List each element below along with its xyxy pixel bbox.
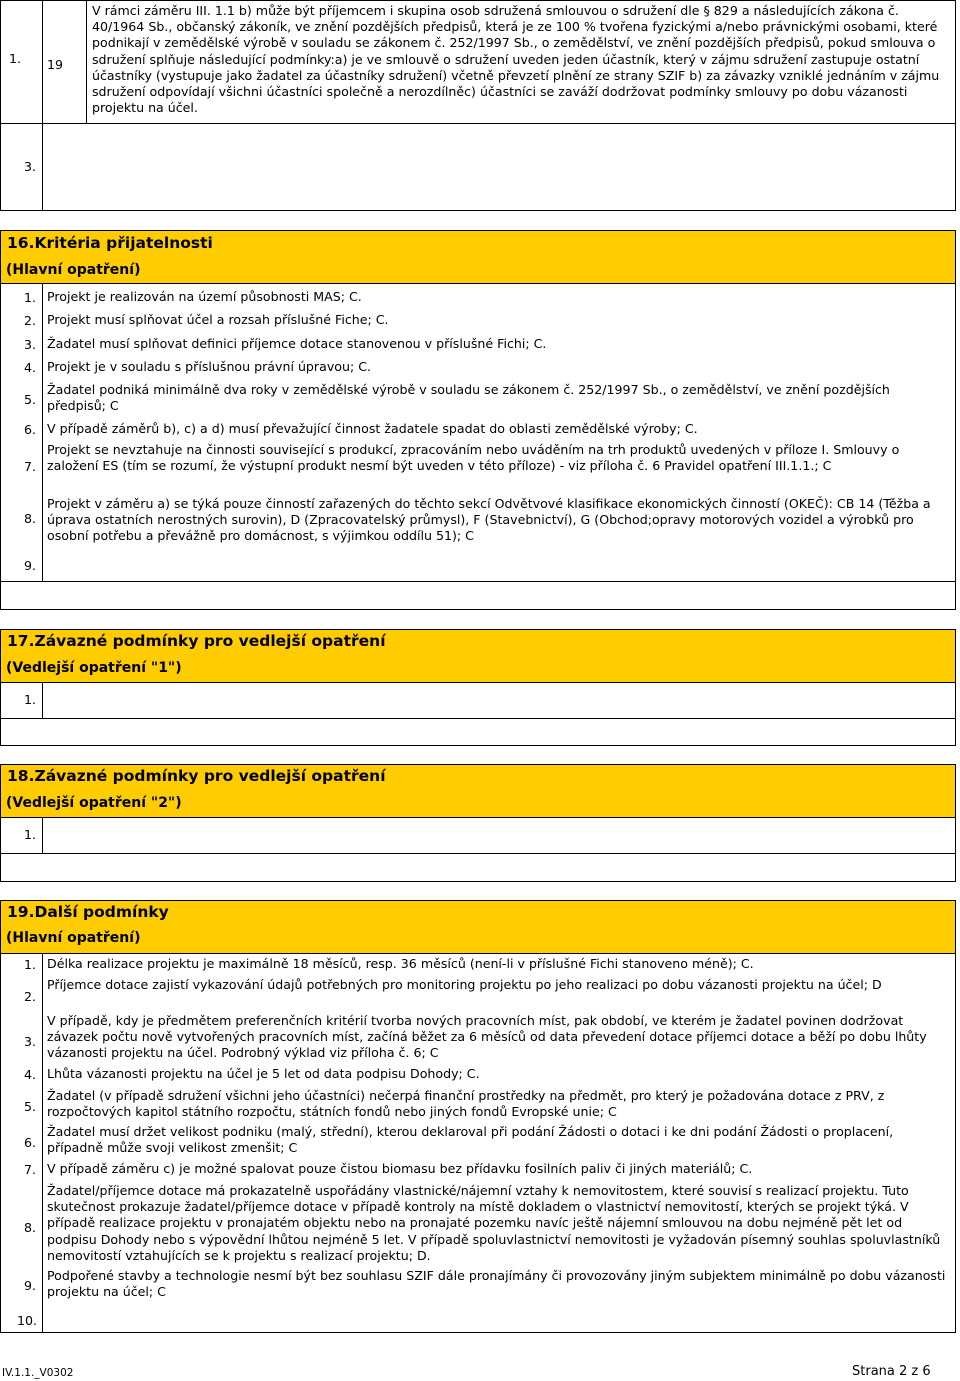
list-item-text: Žadatel musí splňovat definici příjemce dotace stanovenou v příslušné Fichi; C.: [47, 336, 547, 351]
list-item-number: 8.: [24, 1220, 37, 1235]
section-subtitle: (Hlavní opatření): [6, 262, 141, 278]
section-subtitle: (Vedlejší opatření "1"): [6, 660, 182, 676]
list-item-text: V případě, kdy je předmětem preferenčních kritérií tvorba nových pracovních míst, pak období, ve kterém je žadatel povinen dodržovat závazek počtu nově vytvořených pracovních míst, začíná běžet za 6 měsíců od data převedení dotace příjemci dotace a běží po dobu lhůty vázanosti projektu na účel. Podrobný výklad viz příloha č. 6; C: [47, 1013, 927, 1061]
list-item-number: 6.: [24, 422, 37, 437]
rule: [0, 210, 956, 211]
row-text: V rámci záměru III. 1.1 b) může být příjemcem i skupina osob sdružená smlouvou o sdružení dle § 829 a následujících zákona č. 40/1964 Sb., občanský zákoník, ve znění pozdějších předpisů, která je ze 100 % tvořena fyzickými a/nebo právnickými osobami, které podnikají v zemědělské výrobě v souladu se zákonem č. 252/1997 Sb., o zemědělství, ve znění pozdějších předpisů, pokud smlouva o sdružení splňuje následující podmínky:a) je ve smlouvě o sdružení uveden jeden účastník, který v zájmu sdružení zastupuje ostatní účastníky (vystupuje jako žadatel za účastníky sdružení) včetně převzetí plnění ze strany SZIF b) za závazky vzniklé jednáním v zájmu sdružení odpovídají všichni účastníci společně a nerozdílněc) účastníci se zaváží dodržovat podmínky smlouvy po dobu vázanosti projektu na účel.: [92, 3, 940, 116]
rule: [955, 764, 956, 882]
list-item-text: Projekt v záměru a) se týká pouze činností zařazených do těchto sekcí Odvětvové klasifikace ekonomických činností (OKEČ): CB 14 (Těžba a úprava ostatních nerostných surovin), D (Zpracovatelský průmysl), F (Stavebnictví), G (Obchod;opravy motorových vozidel a výrobků pro osobní potřebu a převážně pro domácnost, s výjimkou oddílu 51); C: [47, 496, 931, 544]
rule: [955, 900, 956, 1333]
rule: [42, 682, 43, 718]
list-item-number: 1.: [24, 290, 37, 305]
list-item-text: Projekt je realizován na území působnosti MAS; C.: [47, 289, 362, 304]
list-item-text: Projekt se nevztahuje na činnosti související s produkcí, zpracováním nebo uváděním na trh produktů uvedených v příloze I. Smlouvy o založení ES (tím se rozumí, že výstupní produkt nesmí být uveden v této příloze) - viz příloha č. 6 Pravidel opatření III.1.1.; C: [47, 442, 900, 474]
list-item-number: 8.: [24, 511, 37, 526]
rule: [0, 609, 956, 610]
rule: [0, 0, 1, 210]
section-title: 16.Kritéria přijatelnosti: [7, 234, 213, 252]
rule: [42, 0, 43, 210]
list-item-text: Délka realizace projektu je maximálně 18 měsíců, resp. 36 měsíců (není-li v příslušné Fichi stanoveno méně); C.: [47, 956, 754, 971]
section-header: [1, 231, 955, 283]
rule: [0, 881, 956, 882]
list-item-number: 9.: [24, 1278, 37, 1293]
list-item-number: 4.: [24, 1067, 37, 1082]
list-item-text: Lhůta vázanosti projektu na účel je 5 let od data podpisu Dohody; C.: [47, 1066, 480, 1081]
list-item-text: Projekt musí splňovat účel a rozsah příslušné Fiche; C.: [47, 312, 389, 327]
rule: [0, 230, 1, 610]
list-item-text: Projekt je v souladu s příslušnou právní úpravou; C.: [47, 359, 371, 374]
rule: [42, 953, 43, 1333]
section-title: 17.Závazné podmínky pro vedlejší opatření: [7, 632, 386, 650]
list-item-number: 9.: [24, 558, 37, 573]
list-item-text: Příjemce dotace zajistí vykazování údajů potřebných pro monitoring projektu po jeho realizaci po dobu vázanosti projektu na účel; D: [47, 977, 882, 992]
section-title: 19.Další podmínky: [7, 903, 169, 921]
list-item-text: Podpořené stavby a technologie nesmí být bez souhlasu SZIF dále pronajímány či provozovány jiným subjektem minimálně po dobu vázanosti projektu na účel; C: [47, 1268, 946, 1300]
list-item-text: V případě záměru c) je možné spalovat pouze čistou biomasu bez přídavku fosilních paliv či jiných materiálů; C.: [47, 1161, 753, 1176]
document-code: IV.1.1._V0302: [2, 1367, 74, 1379]
list-item-text: Žadatel (v případě sdružení všichni jeho účastníci) nečerpá finanční prostředky na předmět, pro který je požadována dotace z PRV, z rozpočtových kapitol státního rozpočtu, státních fondů nebo jiných fondů Evropské unie; C: [47, 1088, 885, 1120]
rule: [0, 682, 956, 683]
section-subtitle: (Hlavní opatření): [6, 930, 141, 946]
rule: [955, 629, 956, 745]
list-item-number: 1.: [24, 957, 37, 972]
list-item-number: 6.: [24, 1135, 37, 1150]
list-item-number: 1.: [24, 827, 37, 842]
list-item-number: 2.: [24, 313, 37, 328]
rule: [0, 817, 956, 818]
list-item-text: Žadatel/příjemce dotace má prokazatelně uspořádány vlastnické/nájemní vztahy k nemovitostem, které souvisí s realizací projektu. Tuto skutečnost prokazuje žadatel/příjemce dotace v případě kontroly na místě dokladem o vlastnictví nemovitostí, kterých se projekt týká. V případě realizace projektu v pronajatém objektu nebo na pronajaté pozemku navíc ještě nájemní smlouvou na dobu nejméně pět let od podpisu Dohody nebo s výpovědní lhůtou nejméně 5 let. V případě spoluvlastnictví nemovitosti je vyžadován písemný souhlas spoluvlastníků nemovitostí vztahujících se k projektu s realizací projektu; D.: [47, 1183, 941, 1263]
rule: [0, 0, 956, 1]
list-item-number: 7.: [24, 459, 37, 474]
section-header: [1, 630, 955, 682]
section-header: [1, 901, 955, 953]
rule: [955, 230, 956, 610]
row-number: 3.: [24, 159, 37, 174]
rule: [0, 629, 1, 745]
list-item-text: V případě záměrů b), c) a d) musí převažující činnost žadatele spadat do oblasti zemědělské výroby; C.: [47, 421, 698, 436]
rule: [0, 745, 956, 746]
list-item-number: 2.: [24, 989, 37, 1004]
list-item-number: 5.: [24, 1099, 37, 1114]
list-item-number: 7.: [24, 1162, 37, 1177]
section-header: [1, 765, 955, 817]
row-number: 1.: [9, 51, 22, 66]
row-sub-number: 19: [47, 57, 64, 72]
section-subtitle: (Vedlejší opatření "2"): [6, 795, 182, 811]
rule: [0, 1332, 956, 1333]
list-item-number: 1.: [24, 692, 37, 707]
rule: [0, 581, 956, 582]
rule: [0, 230, 956, 231]
list-item-number: 10.: [17, 1313, 38, 1328]
rule: [0, 718, 956, 719]
list-item-number: 5.: [24, 392, 37, 407]
rule: [0, 764, 1, 882]
rule: [0, 123, 956, 124]
list-item-number: 3.: [24, 1034, 37, 1049]
section-title: 18.Závazné podmínky pro vedlejší opatření: [7, 767, 386, 785]
rule: [0, 900, 1, 1333]
rule: [0, 283, 956, 284]
rule: [0, 953, 956, 954]
rule: [0, 853, 956, 854]
rule: [86, 0, 87, 123]
list-item-number: 3.: [24, 337, 37, 352]
rule: [42, 817, 43, 853]
list-item-number: 4.: [24, 360, 37, 375]
list-item-text: Žadatel musí držet velikost podniku (malý, střední), kterou deklaroval při podání Žádosti o dotaci i ke dni podání Žádosti o proplacení, případně může svoji velikost zmenšit; C: [47, 1124, 894, 1156]
rule: [955, 0, 956, 210]
page-number: Strana 2 z 6: [852, 1364, 931, 1379]
rule: [42, 283, 43, 581]
list-item-text: Žadatel podniká minimálně dva roky v zemědělské výrobě v souladu se zákonem č. 252/1997 Sb., o zemědělství, ve znění pozdějších předpisů; C: [47, 382, 890, 414]
